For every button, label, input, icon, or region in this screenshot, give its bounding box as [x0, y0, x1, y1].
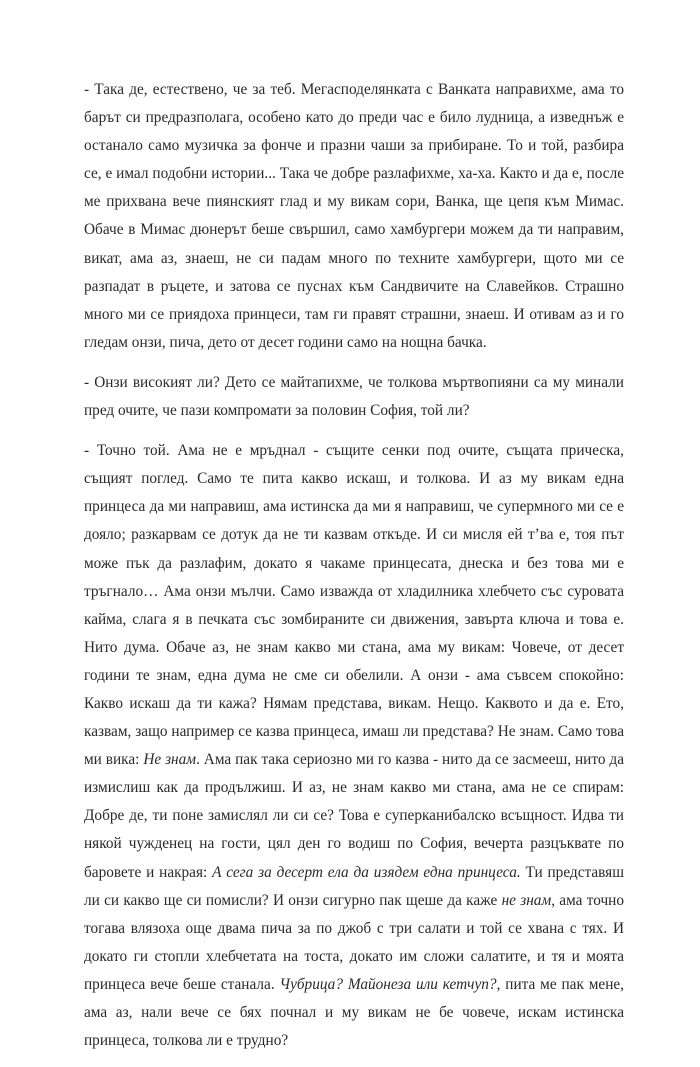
paragraph-2 — [84, 369, 624, 425]
paragraph-text: - Така де, естествено, че за теб. Мегасподелянката с Ванката направихме, ама то барът си предразполага, особено като до преди час е било лудница, а изведнъж е останало само музичка за фонче и празни чаши за прибиране. То и той, разбира се, е имал подобни истории... Така че добре разлафихме, ха-ха. Както и да е, после ме прихвана вече пиянският глад и му викам сори, Ванка, ще цепя към Мимас. Обаче в Мимас дюнерът беше свършил, само хамбургери можем да ти направим, викат, ама аз, знаеш, не си падам много по техните хамбургери, щото ми се разпадат в ръцете, и затова се пуснах към Сандвичите на Славейков. Страшно много ми се приядоха принцеси, там ги правят страшни, знаеш. И отивам аз и го гледам онзи, пича, дето от десет години само на нощна бачка. — [84, 81, 624, 351]
italic-phrase: А сега за десерт ела да изядем една принцеса. — [212, 863, 521, 881]
paragraph-3 — [84, 437, 624, 1055]
paragraph-text: . Ама пак така сериозно ми го казва - нито да се засмееш, нито да измислиш как да продължиш. И аз, не знам какво ми стана, ама не се спирам: Добре де, ти поне замислял ли си се? Това е суперканибалско всъщност. Идва ти някой чужденец на гости, цял ден го водиш по София, вечерта разцъквате по баровете и накрая: — [84, 751, 624, 881]
paragraph-text: , пита ме пак мене, ама аз, нали вече се бях почнал и му викам не бе човече, искам истинска принцеса, толкова ли е трудно? — [84, 975, 624, 1050]
italic-phrase: Не знам — [143, 751, 197, 769]
italic-phrase: не знам — [501, 891, 552, 909]
document-body — [84, 76, 624, 1067]
paragraph-text: - Онзи високият ли? Дето се майтапихме, че толкова мъртвопияни са му минали пред очите, че пази компромати за половин София, той ли? — [84, 373, 624, 420]
paragraph-text: - Точно той. Ама не е мръднал - същите сенки под очите, същата прическа, същият поглед. Само те пита какво искаш, и толкова. И аз му викам една принцеса да ми направиш, ама истинска да ми я направиш, че супермного ми се е дояло; разкарвам се дотук да не ти казвам откъде. И си мисля ей т’ва е, тоя път може пък да разлафим, докато я чакаме принцесата, днеска и без това ми е тръгнало… Ама онзи мълчи. Само изважда от хладилника хлебчето със суровата кайма, слага я в печката със зомбираните си движения, завърта ключа и това е. Нито дума. Обаче аз, не знам какво ми стана, ама му викам: Човече, от десет години те знам, една дума не сме си обелили. А онзи - ама съвсем спокойно: Какво искаш да ти кажа? Нямам представа, викам. Нещо. Каквото и да е. Ето, казвам, защо например се казва принцеса, имаш ли представа? Не знам. Само това ми вика: — [84, 442, 624, 769]
paragraph-text: Ти представяш ли си какво ще си помисли? И онзи сигурно пак щеше да каже — [84, 863, 624, 909]
italic-phrase: Чубрица? Майонеза или кетчуп? — [279, 975, 497, 993]
paragraph-1 — [84, 76, 624, 357]
paragraph-text: , ама точно тогава влязоха още двама пича за по джоб с три салати и той се хвана с тях. И докато ги стопли хлебчетата на тоста, докато им сложи салатите, и тя и моята принцеса вече беше станала. — [84, 891, 624, 993]
